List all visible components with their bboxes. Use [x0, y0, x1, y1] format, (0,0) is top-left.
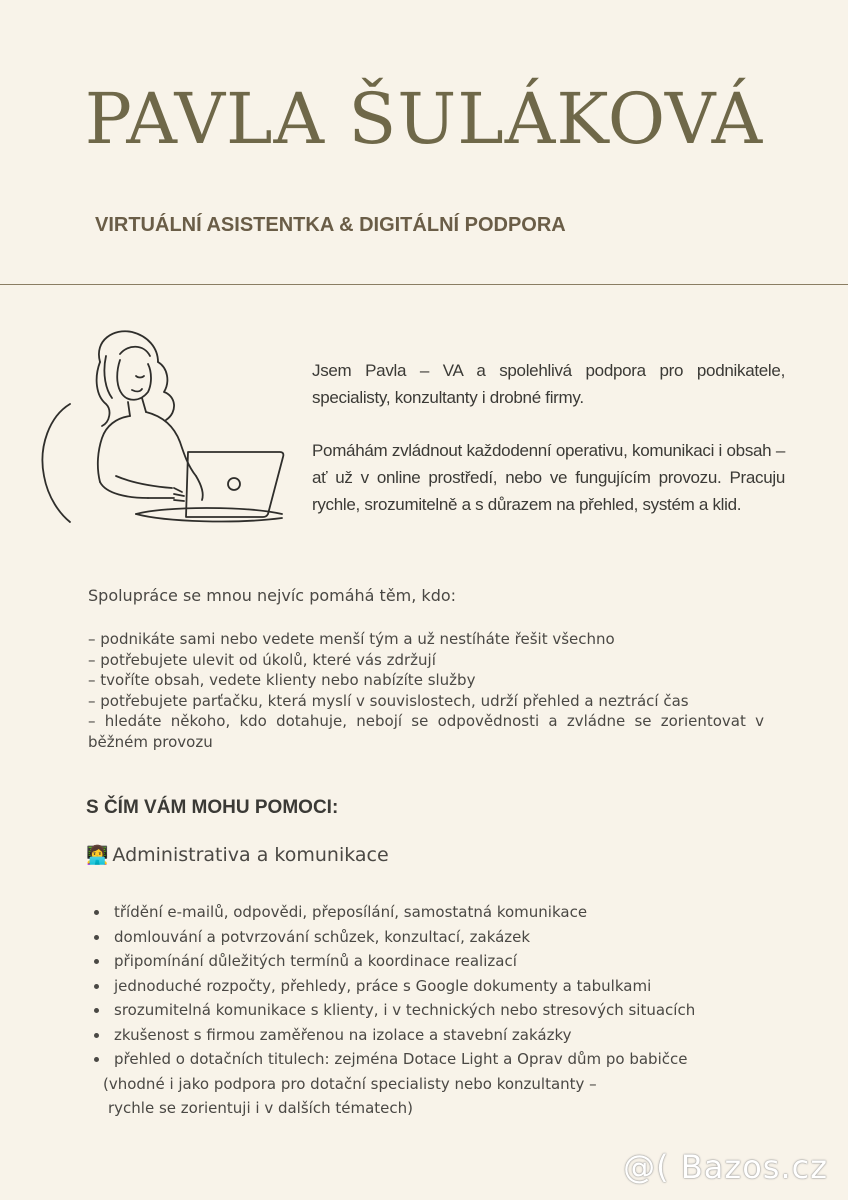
job-subtitle: VIRTUÁLNÍ ASISTENTKA & DIGITÁLNÍ PODPORA	[95, 214, 566, 236]
cooperation-list	[88, 629, 764, 752]
category-heading	[86, 844, 389, 866]
page-title: PAVLA ŠULÁKOVÁ	[84, 78, 764, 160]
list-item: – hledáte někoho, kdo dotahuje, nebojí se odpovědnosti a zvládne se zorientovat v běžném provozu	[88, 712, 764, 751]
services-heading: S ČÍM VÁM MOHU POMOCI:	[86, 797, 339, 818]
technologist-icon: 👩‍💻	[86, 845, 109, 866]
intro-paragraph-1: Jsem Pavla – VA a spolehlivá podpora pro podnikatele, specialisty, konzultanty i drobné firmy.	[312, 361, 785, 407]
cooperation-heading: Spolupráce se mnou nejvíc pomáhá těm, kdo:	[88, 586, 457, 605]
list-item: zkušenost s firmou zaměřenou na izolace a stavební zakázky	[94, 1023, 695, 1048]
list-item: srozumitelná komunikace s klienty, i v technických nebo stresových situacích	[94, 998, 695, 1023]
list-item: – tvoříte obsah, vedete klienty nebo nabízíte služby	[88, 671, 476, 689]
list-item: jednoduché rozpočty, přehledy, práce s Google dokumenty a tabulkami	[94, 974, 695, 999]
services-list	[94, 900, 695, 1121]
list-item: připomínání důležitých termínů a koordinace realizací	[94, 949, 695, 974]
note-line: (vhodné i jako podpora pro dotační specialisty nebo konzultanty –	[103, 1074, 597, 1093]
watermark: @( Bazos.cz	[623, 1148, 828, 1186]
woman-laptop-illustration	[36, 326, 288, 528]
note-line: rychle se zorientuji i v dalších tématech)	[108, 1099, 413, 1117]
list-item: – potřebujete ulevit od úkolů, které vás zdržují	[88, 650, 436, 669]
list-item: – potřebujete parťačku, která myslí v souvislostech, udrží přehled a neztrácí čas	[88, 691, 689, 710]
header-divider	[0, 284, 848, 285]
list-item: – podnikáte sami nebo vedete menší tým a už nestíháte řešit všechno	[88, 630, 615, 648]
list-item: přehled o dotačních titulech: zejména Dotace Light a Oprav dům po babičce	[94, 1047, 695, 1072]
intro-paragraph-2: Pomáhám zvládnout každodenní operativu, komunikaci i obsah – ať už v online prostředí, nebo ve fungujícím provozu. Pracuju rychle, srozumitelně a s důrazem na přehled, systém a klid.	[312, 441, 785, 514]
category-label: Administrativa a komunikace	[112, 844, 389, 866]
list-item: třídění e-mailů, odpovědi, přeposílání, samostatná komunikace	[94, 900, 695, 925]
intro-text	[312, 357, 785, 518]
list-item: domlouvání a potvrzování schůzek, konzultací, zakázek	[94, 925, 695, 950]
